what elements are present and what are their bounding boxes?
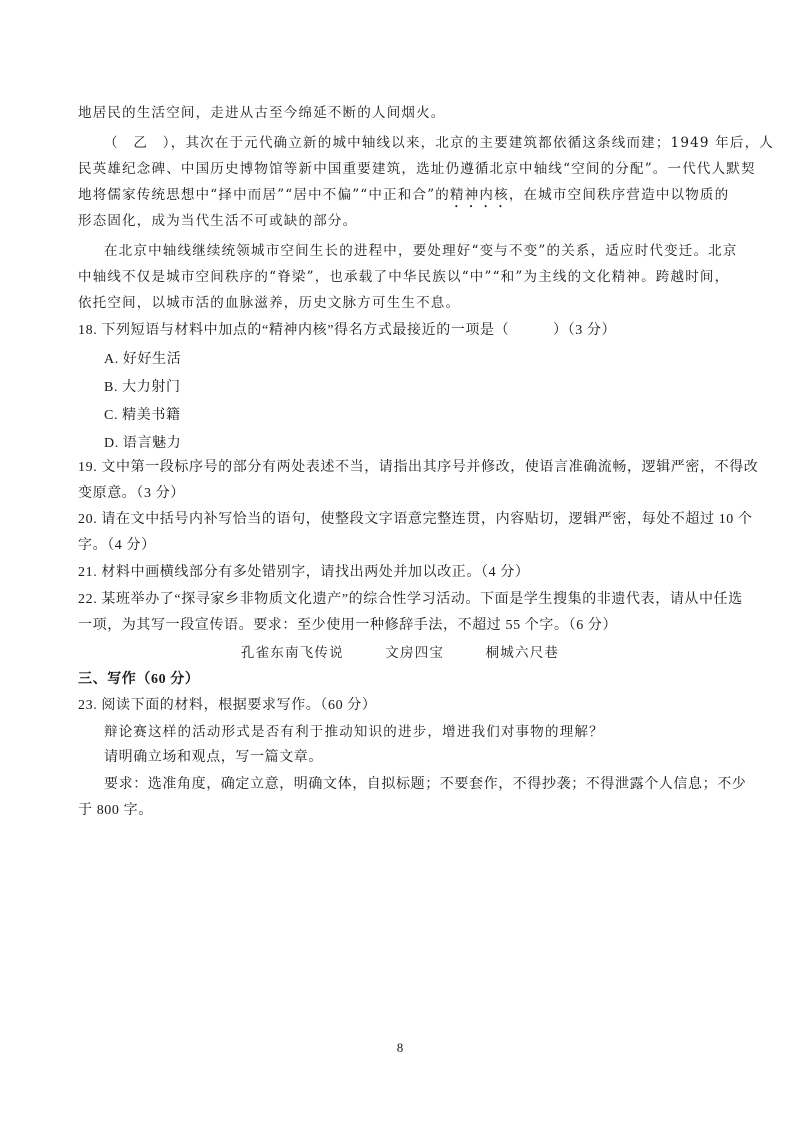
passage-line-4-end: ，在城市空间秩序营造中以物质的 — [508, 187, 730, 203]
heritage-options — [0, 643, 800, 663]
passage-line-7: 中轴线不仅是城市空间秩序的“脊梁”，也承载了中华民族以“中”“和”为主线的文化精神。跨越时间， — [78, 269, 730, 285]
page-number: 8 — [396, 1040, 404, 1055]
question-18-stem: 18. 下列短语与材料中加点的“精神内核”得名方式最接近的一项是（ ）（3 分） — [78, 323, 617, 338]
heritage-option-2: 文房四宝 — [385, 645, 445, 661]
passage-line-1: 地居民的生活空间，走进从古至今绵延不断的人间烟火。 — [78, 105, 446, 121]
question-18-option-c: C. 精美书籍 — [104, 408, 181, 423]
question-18-option-b: B. 大力射门 — [104, 380, 181, 395]
passage-line-8: 依托空间，以城市活的血脉滋养，历史文脉方可生生不息。 — [78, 295, 461, 311]
section-writing-heading: 三、写作（60 分） — [78, 672, 200, 687]
dotted-phrase: 精神内核 — [450, 187, 509, 203]
question-18-option-a: A. 好好生活 — [104, 352, 182, 367]
question-23-instruction: 请明确立场和观点，写一篇文章。 — [104, 750, 323, 765]
question-22-line-2: 一项，为其写一段宣传语。要求：至少使用一种修辞手法，不超过 55 个字。（6 分） — [78, 618, 618, 633]
question-23-requirement-line-1: 要求：选准角度，确定立意，明确文体，自拟标题；不要套作，不得抄袭；不得泄露个人信息；不少 — [104, 777, 747, 792]
question-23-material: 辩论赛这样的活动形式是否有利于推动知识的进步，增进我们对事物的理解？ — [104, 724, 604, 740]
question-18-option-d: D. 语言魅力 — [104, 436, 182, 451]
question-21: 21. 材料中画横线部分有多处错别字，请找出两处并加以改正。（4 分） — [78, 565, 530, 580]
passage-line-6: 在北京中轴线继续统领城市空间生长的进程中，要处理好“变与不变”的关系，适应时代变迁。北京 — [104, 243, 738, 259]
passage-line-2: （ 乙 ），其次在于元代确立新的城中轴线以来，北京的主要建筑都依循这条线而建；1949 年后，人 — [104, 135, 774, 151]
heritage-option-1: 孔雀东南飞传说 — [240, 645, 344, 661]
question-23-stem: 23. 阅读下面的材料，根据要求写作。（60 分） — [78, 698, 377, 713]
question-20-line-1: 20. 请在文中括号内补写恰当的语句，使整段文字语意完整连贯，内容贴切，逻辑严密，每处不超过 10 个 — [78, 512, 753, 527]
passage-line-3: 民英雄纪念碑、中国历史博物馆等新中国重要建筑，选址仍遵循北京中轴线“空间的分配”。一代代人默契 — [78, 161, 756, 177]
question-23-requirement-line-2: 于 800 字。 — [78, 803, 153, 818]
passage-line-5: 形态固化，成为当代生活不可或缺的部分。 — [78, 213, 358, 229]
question-19-line-1: 19. 文中第一段标序号的部分有两处表述不当，请指出其序号并修改，使语言准确流畅，逻辑严密，不得改 — [78, 460, 759, 475]
question-20-line-2: 字。（4 分） — [78, 538, 156, 553]
question-19-line-2: 变原意。（3 分） — [78, 486, 185, 501]
passage-line-4-start: 地将儒家传统思想中“择中而居”“居中不偏”“中正和合”的 — [78, 187, 451, 203]
passage-line-4 — [78, 185, 730, 211]
heritage-option-3: 桐城六尺巷 — [485, 645, 560, 661]
question-22-line-1: 22. 某班举办了“探寻家乡非物质文化遗产”的综合性学习活动。下面是学生搜集的非遗代表，请从中任选 — [78, 592, 743, 607]
